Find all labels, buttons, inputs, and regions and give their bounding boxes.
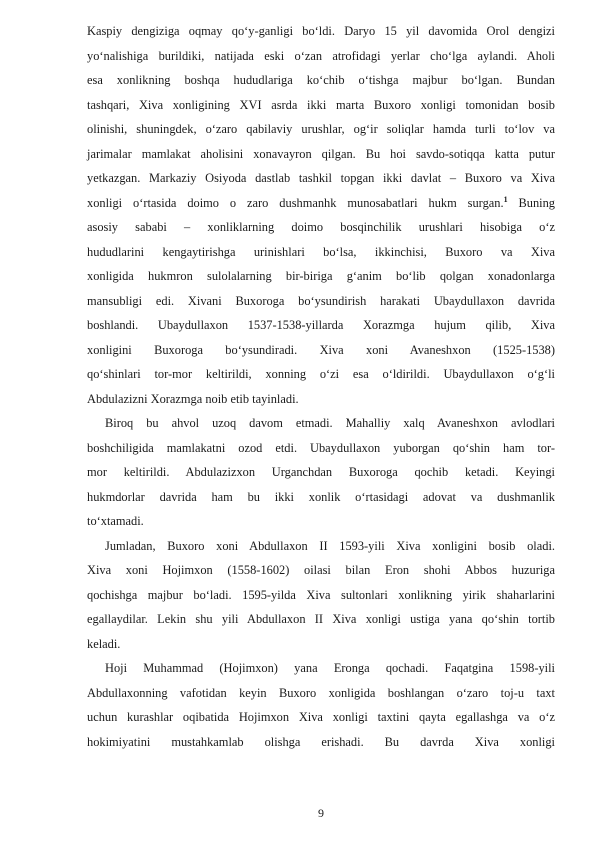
page-number: 9 (318, 806, 324, 820)
footnote-marker: 1 (503, 194, 508, 204)
paragraph-first-line: Jumladan, Buxoro xoni Abdullaxon II 1593-yili Xiva xonligini bosib oladi. (105, 539, 555, 553)
text-line: jarimalar mamlakat aholisini xonavayron qilgan. Bu hoi savdo-sotiqqa katta putur (87, 147, 555, 161)
text-line: boshchiligida mamlakatni ozod etdi. Ubaydullaxon yuborgan qo‘shin ham tor- (87, 441, 555, 455)
text-line: olinishi, shuningdek, o‘zaro qabilaviy urushlar, og‘ir soliqlar hamda turli to‘lov va (87, 122, 555, 136)
text-line: yo‘nalishiga burildiki, natijada eski o‘zan atrofidagi yerlar cho‘lga aylandi. Aholi (87, 49, 555, 63)
text-line-with-footnote (87, 196, 555, 210)
text-line: tashqari, Xiva xonligining XVI asrda ikki marta Buxoro xonligi tomonidan bosib (87, 98, 555, 112)
text-line: asosiy sababi – xonliklarning doimo bosqinchilik urushlari hisobiga o‘z (87, 220, 555, 234)
text-line: Kaspiy dengiziga oqmay qo‘y-ganligi bo‘ldi. Daryo 15 yil davomida Orol dengizi (87, 24, 555, 38)
text-line: egallaydilar. Lekin shu yili Abdullaxon II Xiva xonligi ustiga yana qo‘shin tortib (87, 612, 555, 626)
text-segment: Buning (507, 196, 555, 210)
paragraph-first-line: Hoji Muhammad (Hojimxon) yana Eronga qochadi. Faqatgina 1598-yili (105, 661, 555, 675)
text-line: qochishga majbur bo‘ladi. 1595-yilda Xiva sultonlari xonlikning yirik shaharlarini (87, 588, 555, 602)
text-line: hududlarini kengaytirishga urinishlari bo‘lsa, ikkinchisi, Buxoro va Xiva (87, 245, 555, 259)
text-line: hukmdorlar davrida ham bu ikki xonlik o‘rtasidagi adovat va dushmanlik (87, 490, 555, 504)
text-line: mor keltirildi. Abdulazizxon Urganchdan Buxoroga qochib ketadi. Keyingi (87, 465, 555, 479)
text-line: to‘xtamadi. (87, 514, 144, 528)
text-line: mansubligi edi. Xivani Buxoroga bo‘ysundirish harakati Ubaydullaxon davrida (87, 294, 555, 308)
text-line: qo‘shinlari tor-mor keltirildi, xonning o‘zi esa o‘ldirildi. Ubaydullaxon o‘g‘li (87, 367, 555, 381)
text-line: yetkazgan. Markaziy Osiyoda dastlab tashkil topgan ikki davlat – Buxoro va Xiva (87, 171, 555, 185)
text-line: uchun kurashlar oqibatida Hojimxon Xiva xonligi taxtini qayta egallashga va o‘z (87, 710, 555, 724)
text-line: Abdulazizni Xorazmga noib etib tayinladi. (87, 392, 299, 406)
text-segment: xonligi o‘rtasida doimo o zaro dushmanhk munosabatlari hukm surgan. (87, 196, 504, 210)
text-line: xonligini Buxoroga bo‘ysundiradi. Xiva xoni Avaneshxon (1525-1538) (87, 343, 555, 357)
text-line: keladi. (87, 637, 121, 651)
text-line: hokimiyatini mustahkamlab olishga erishadi. Bu davrda Xiva xonligi (87, 735, 555, 749)
text-line: Xiva xoni Hojimxon (1558-1602) oilasi bilan Eron shohi Abbos huzuriga (87, 563, 555, 577)
paragraph-first-line: Biroq bu ahvol uzoq davom etmadi. Mahalliy xalq Avaneshxon avlodlari (105, 416, 555, 430)
text-line: esa xonlikning boshqa hududlariga ko‘chib o‘tishga majbur bo‘lgan. Bundan (87, 73, 555, 87)
text-line: xonligida hukmron sulolalarning bir-biriga g‘anim bo‘lib qolgan xonadonlarga (87, 269, 555, 283)
text-line: Abdullaxonning vafotidan keyin Buxoro xonligida boshlangan o‘zaro toj-u taxt (87, 686, 555, 700)
text-line: boshlandi. Ubaydullaxon 1537-1538-yillarda Xorazmga hujum qilib, Xiva (87, 318, 555, 332)
